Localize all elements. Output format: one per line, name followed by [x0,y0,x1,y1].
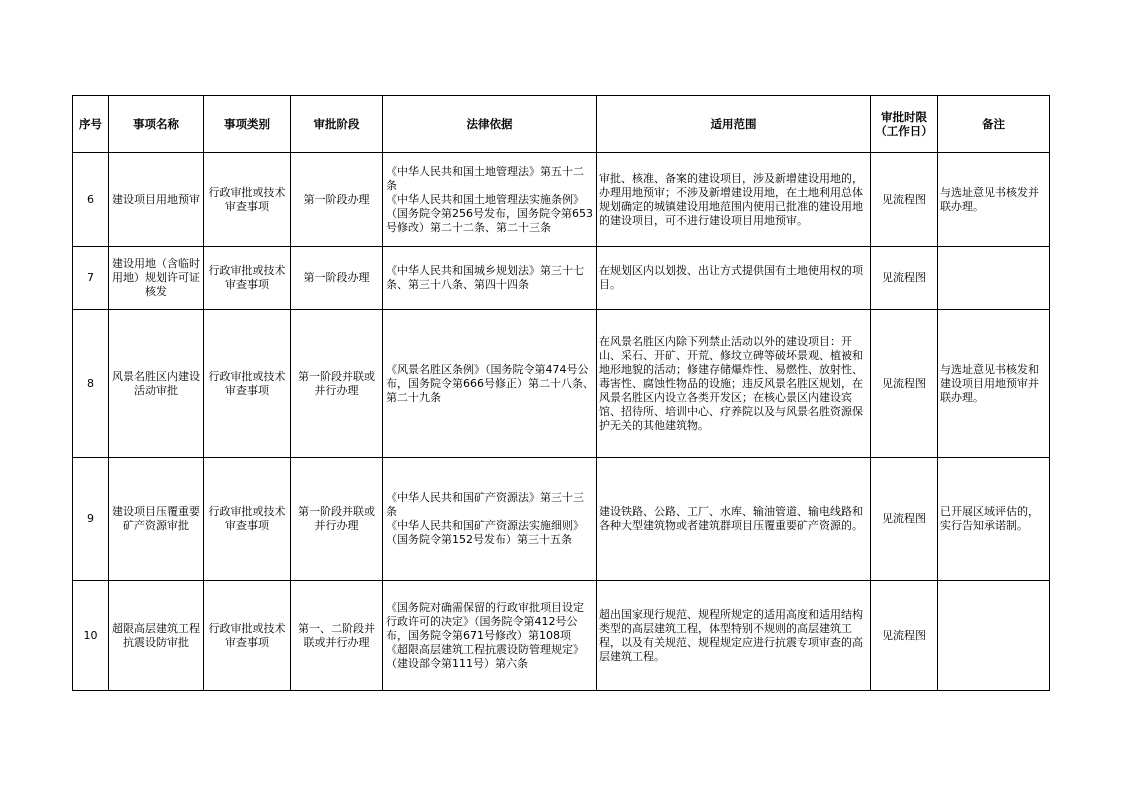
header-name: 事项名称 [109,96,204,153]
row-remarks: 已开展区域评估的，实行告知承诺制。 [938,458,1050,581]
row-name: 风景名胜区内建设活动审批 [109,310,204,458]
legal-basis-line: 《风景名胜区条例》（国务院令第474号公布，国务院令第666号修正）第二十八条、第二十九条 [386,362,594,404]
row-category: 行政审批或技术审查事项 [204,153,291,247]
table-row [73,458,1050,581]
header-remarks: 备注 [938,96,1050,153]
header-category: 事项类别 [204,96,291,153]
row-name: 超限高层建筑工程抗震设防审批 [109,581,204,691]
table-row [73,247,1050,310]
row-time-limit: 见流程图 [871,310,938,458]
table-row [73,153,1050,247]
legal-basis-line: 《中华人民共和国土地管理法》第五十二条 [386,164,584,192]
legal-basis-line: 《超限高层建筑工程抗震设防管理规定》（建设部令第111号）第六条 [386,642,584,670]
row-no: 8 [73,310,109,458]
row-stage: 第一、二阶段并联或并行办理 [291,581,383,691]
header-legal-basis: 法律依据 [383,96,597,153]
row-scope: 超出国家现行规范、规程所规定的适用高度和适用结构类型的高层建筑工程，体型特别不规则的高层建筑工程，以及有关规范、规程规定应进行抗震专项审查的高层建筑工程。 [597,581,871,691]
row-category: 行政审批或技术审查事项 [204,247,291,310]
row-category: 行政审批或技术审查事项 [204,581,291,691]
header-row [73,96,1050,153]
row-time-limit: 见流程图 [871,247,938,310]
legal-basis-line: 《国务院对确需保留的行政审批项目设定行政许可的决定》（国务院令第412号公布，国务院令第671号修改）第108项 [386,600,584,642]
row-legal-basis [383,247,597,310]
legal-basis-line: 《中华人民共和国城乡规划法》第三十七条、第三十八条、第四十四条 [386,264,584,291]
table-row [73,310,1050,458]
row-time-limit: 见流程图 [871,153,938,247]
row-time-limit: 见流程图 [871,458,938,581]
row-no: 7 [73,247,109,310]
row-remarks: 与选址意见书核发并联办理。 [938,153,1050,247]
row-category: 行政审批或技术审查事项 [204,310,291,458]
row-stage: 第一阶段并联或并行办理 [291,458,383,581]
row-stage: 第一阶段办理 [291,247,383,310]
header-time-limit: 审批时限（工作日） [871,96,938,153]
row-no: 10 [73,581,109,691]
row-scope: 建设铁路、公路、工厂、水库、输油管道、输电线路和各种大型建筑物或者建筑群项目压覆重要矿产资源的。 [597,458,871,581]
row-scope: 审批、核准、备案的建设项目，涉及新增建设用地的，办理用地预审；不涉及新增建设用地，在土地利用总体规划确定的城镇建设用地范围内使用已批准的建设用地的建设项目，可不进行建设项目用地预审。 [597,153,871,247]
row-no: 6 [73,153,109,247]
table-row [73,581,1050,691]
row-stage: 第一阶段并联或并行办理 [291,310,383,458]
row-stage: 第一阶段办理 [291,153,383,247]
row-category: 行政审批或技术审查事项 [204,458,291,581]
legal-basis-line: 《中华人民共和国矿产资源法》第三十三条 [386,491,584,518]
row-scope: 在风景名胜区内除下列禁止活动以外的建设项目：开山、采石、开矿、开荒、修坟立碑等破坏景观、植被和地形地貌的活动；修建存储爆炸性、易燃性、放射性、毒害性、腐蚀性物品的设施；违反风景名胜区规划，在风景名胜区内设立各类开发区；在核心景区内建设宾馆、招待所、培训中心、疗养院以及与风景名胜资源保护无关的其他建筑物。 [597,310,871,458]
row-name: 建设用地（含临时用地）规划许可证核发 [109,247,204,310]
header-stage: 审批阶段 [291,96,383,153]
legal-basis-line: 《中华人民共和国土地管理法实施条例》（国务院令第256号发布，国务院令第653号修改）第二十二条、第二十三条 [386,192,593,234]
row-legal-basis [383,153,597,247]
row-remarks [938,581,1050,691]
header-no: 序号 [73,96,109,153]
row-remarks: 与选址意见书核发和建设项目用地预审并联办理。 [938,310,1050,458]
legal-basis-line: 《中华人民共和国矿产资源法实施细则》（国务院令第152号发布）第三十五条 [386,519,584,546]
row-legal-basis [383,458,597,581]
row-remarks [938,247,1050,310]
approval-items-table [72,95,1050,691]
row-legal-basis [383,581,597,691]
row-name: 建设项目压覆重要矿产资源审批 [109,458,204,581]
row-name: 建设项目用地预审 [109,153,204,247]
row-time-limit: 见流程图 [871,581,938,691]
row-no: 9 [73,458,109,581]
header-scope: 适用范围 [597,96,871,153]
row-scope: 在规划区内以划拨、出让方式提供国有土地使用权的项目。 [597,247,871,310]
row-legal-basis [383,310,597,458]
